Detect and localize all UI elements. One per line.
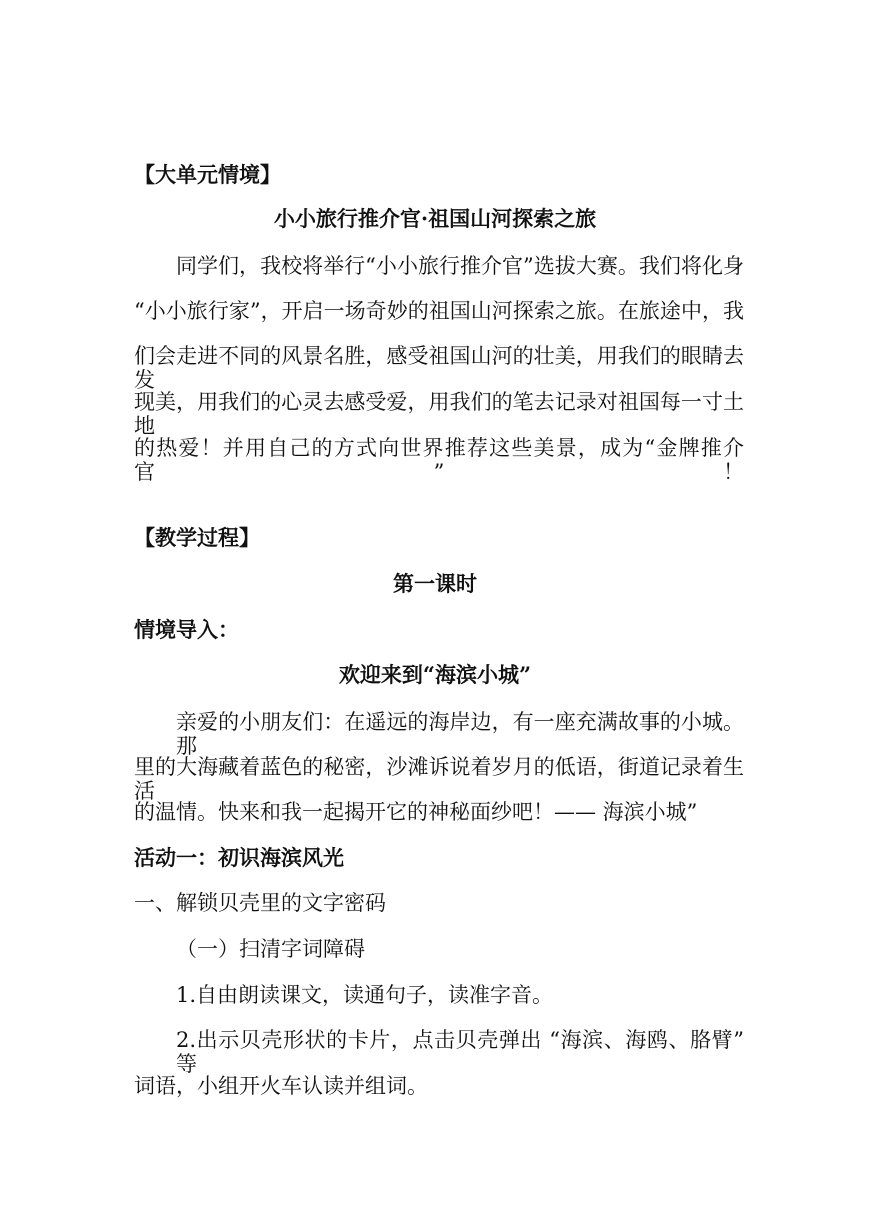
welcome-line-3: 的温情。快来和我一起揭开它的神秘面纱吧！—— 海滨小城” bbox=[134, 800, 698, 824]
unit-paragraph-line-2: “小小旅行家”，开启一场奇妙的祖国山河探索之旅。在旅途中，我 bbox=[134, 299, 744, 323]
unit-paragraph-line-4: 现美，用我们的心灵去感受爱，用我们的笔去记录对祖国每一寸土地 bbox=[134, 390, 744, 438]
unit-paragraph-line-5: 的热爱！并用自己的方式向世界推荐这些美景，成为“金牌推介官”！ bbox=[134, 436, 744, 484]
step-2-line-2: 词语，小组开火车认读并组词。 bbox=[134, 1074, 428, 1098]
unit-title: 小小旅行推介官·祖国山河探索之旅 bbox=[273, 206, 597, 231]
subsection-one-heading: （一）扫清字词障碍 bbox=[176, 937, 365, 961]
unit-paragraph-line-3: 们会走进不同的风景名胜，感受祖国山河的壮美，用我们的眼睛去发 bbox=[134, 344, 744, 392]
welcome-line-2: 里的大海藏着蓝色的秘密，沙滩诉说着岁月的低语，街道记录着生活 bbox=[134, 755, 744, 803]
lesson-title: 第一课时 bbox=[393, 571, 477, 596]
welcome-line-1: 亲爱的小朋友们：在遥远的海岸边，有一座充满故事的小城。那 bbox=[176, 710, 744, 758]
section-one-heading: 一、解锁贝壳里的文字密码 bbox=[134, 891, 386, 915]
welcome-title: 欢迎来到“海滨小城” bbox=[338, 662, 532, 687]
unit-paragraph-line-1: 同学们，我校将举行“小小旅行推介官”选拔大赛。我们将化身 bbox=[176, 254, 744, 278]
step-2-line-1: 2.出示贝壳形状的卡片，点击贝壳弹出 “海滨、海鸥、胳臂” 等 bbox=[176, 1028, 744, 1076]
unit-context-heading: 【大单元情境】 bbox=[134, 162, 281, 187]
intro-label: 情境导入： bbox=[134, 617, 239, 642]
step-1: 1.自由朗读课文，读通句子，读准字音。 bbox=[176, 983, 554, 1007]
teaching-process-heading: 【教学过程】 bbox=[134, 525, 260, 550]
activity-one-heading: 活动一：初识海滨风光 bbox=[134, 845, 344, 870]
